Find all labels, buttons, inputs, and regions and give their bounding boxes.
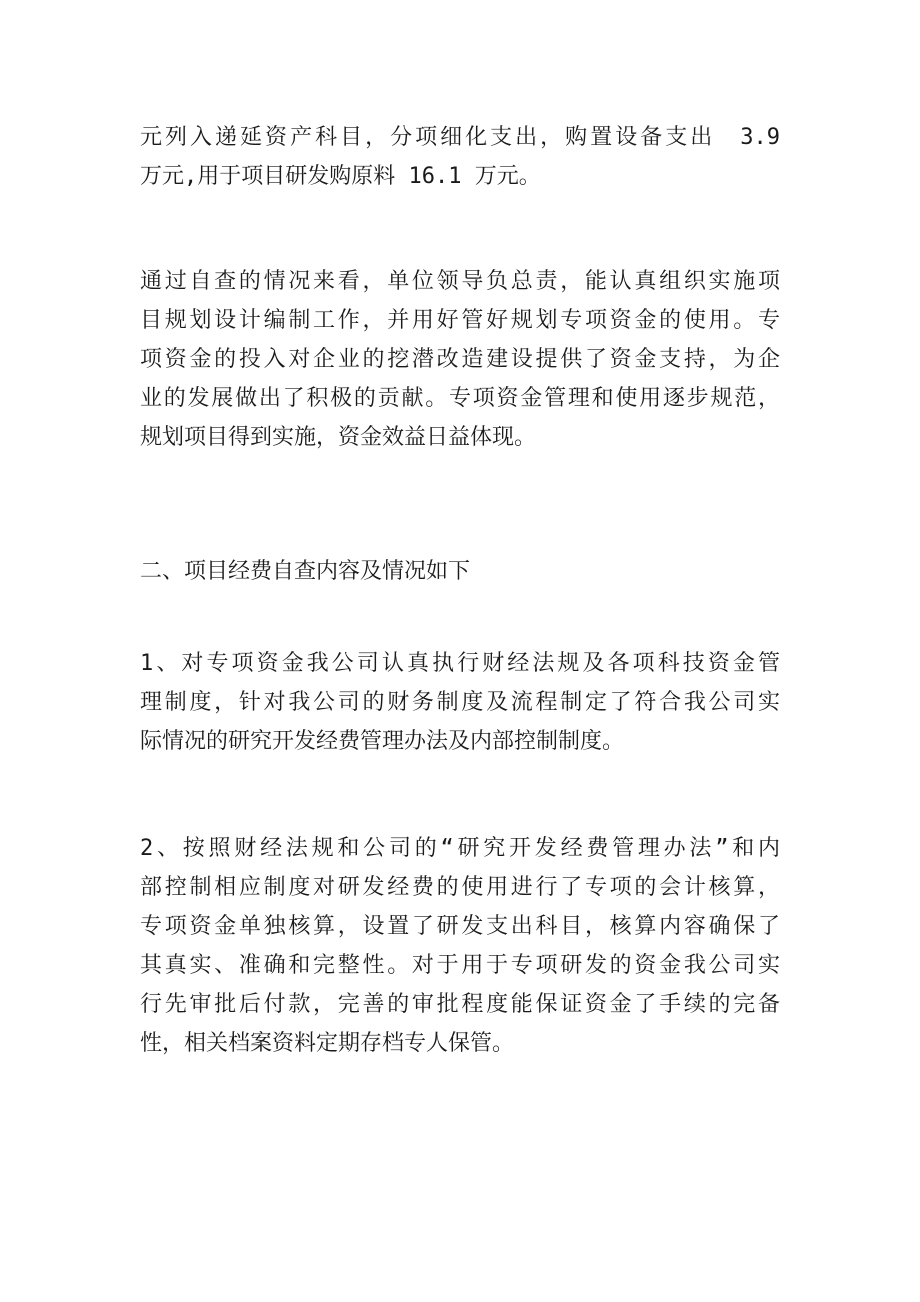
text-line: 专项资金单独核算，设置了研发支出科目，核算内容确保了 [140, 914, 780, 939]
heading-text: 二、项目经费自查内容及情况如下 [140, 559, 471, 584]
text-line: 性，相关档案资料定期存档专人保管。 [140, 1031, 515, 1056]
text-line: 1、对专项资金我公司认真执行财经法规及各项科技资金管 [140, 651, 780, 676]
text-line: 万元,用于项目研发购原料 16.1 万元。 [140, 164, 541, 189]
text-line: 通过自查的情况来看，单位领导负总责，能认真组织实施项 [140, 269, 780, 294]
text-line: 元列入递延资产科目，分项细化支出，购置设备支出 3.9 [140, 125, 780, 150]
paragraph-item-1 [140, 644, 780, 761]
text-line: 理制度，针对我公司的财务制度及流程制定了符合我公司实 [140, 690, 780, 715]
text-line: 目规划设计编制工作，并用好管好规划专项资金的使用。专 [140, 308, 780, 333]
text-line: 项资金的投入对企业的挖潜改造建设提供了资金支持，为企 [140, 347, 780, 372]
text-line: 规划项目得到实施，资金效益日益体现。 [140, 425, 537, 450]
paragraph-item-2 [140, 829, 780, 1063]
paragraph-self-inspection-summary [140, 262, 780, 457]
text-line: 际情况的研究开发经费管理办法及内部控制制度。 [140, 729, 625, 754]
section-heading [140, 552, 780, 591]
text-line: 业的发展做出了积极的贡献。专项资金管理和使用逐步规范， [140, 386, 780, 411]
text-line: 2、按照财经法规和公司的“研究开发经费管理办法”和内 [140, 836, 780, 861]
text-line: 部控制相应制度对研发经费的使用进行了专项的会计核算， [140, 875, 780, 900]
paragraph-expense-details [140, 118, 780, 196]
text-line: 行先审批后付款，完善的审批程度能保证资金了手续的完备 [140, 992, 780, 1017]
text-line: 其真实、准确和完整性。对于用于专项研发的资金我公司实 [140, 953, 780, 978]
